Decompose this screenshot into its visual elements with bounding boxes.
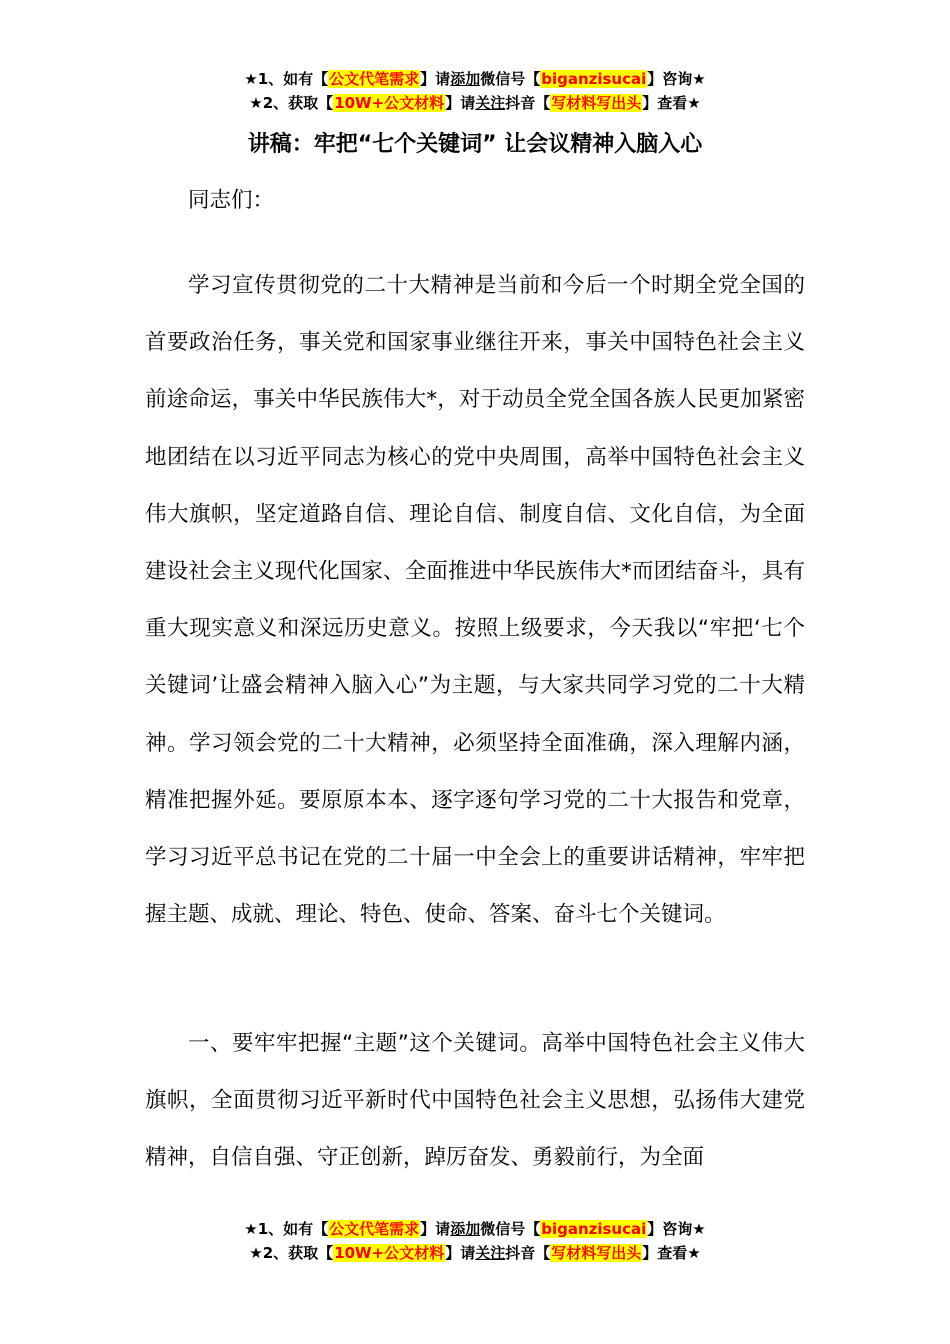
banner-line-2 [0,91,950,115]
salutation-text: 同志们： [188,188,275,213]
banner-text: 微信号【 [480,70,541,88]
paragraph-1 [145,257,805,943]
banner-text: ★1、如有【 [244,1220,329,1238]
banner-text: 】查看★ [642,1244,701,1262]
highlight-text: 公文代笔需求 [329,70,420,88]
douyin-id: 写材料写出头 [551,94,642,112]
banner-text: 抖音【 [505,94,551,112]
banner-text: 】咨询★ [647,70,706,88]
banner-text: 】请 [445,94,476,112]
underlined-text: 添加 [450,1220,481,1238]
banner-text: 】请 [420,1220,451,1238]
banner-text: 】请 [420,70,451,88]
banner-text: 】请 [445,1244,476,1262]
highlight-text: 10W+公文材料 [334,94,445,112]
highlight-text: 10W+公文材料 [334,1244,445,1262]
underlined-text: 添加 [450,70,481,88]
wechat-id: biganzisucai [541,70,647,88]
banner-text: 抖音【 [505,1244,551,1262]
paragraph-2 [145,1015,805,1187]
banner-text: 】咨询★ [647,1220,706,1238]
banner-text: ★1、如有【 [244,70,329,88]
douyin-id: 写材料写出头 [551,1244,642,1262]
banner-text: ★2、获取【 [249,1244,334,1262]
paragraph-text: 学习宣传贯彻党的二十大精神是当前和今后一个时期全党全国的首要政治任务，事关党和国家事业继往开来，事关中国特色社会主义前途命运，事关中华民族伟大*，对于动员全党全国各族人民更加紧密地团结在以习近平同志为核心的党中央周围，高举中国特色社会主义伟大旗帜，坚定道路自信、理论自信、制度自信、文化自信，为全面建设社会主义现代化国家、全面推进中华民族伟大*而团结奋斗，具有重大现实意义和深远历史意义。按照上级要求，今天我以“牢把‘七个关键词’让盛会精神入脑入心”为主题，与大家共同学习党的二十大精神。学习领会党的二十大精神，必须坚持全面准确，深入理解内涵，精准把握外延。要原原本本、逐字逐句学习党的二十大报告和党章，学习习近平总书记在党的二十届一中全会上的重要讲话精神，牢牢把握主题、成就、理论、特色、使命、答案、奋斗七个关键词。 [145,273,805,928]
banner-text: 微信号【 [480,1220,541,1238]
salutation [145,172,805,229]
underlined-text: 关注 [475,94,506,112]
banner-line-2 [0,1241,950,1265]
banner-text: ★2、获取【 [249,94,334,112]
footer-banner [0,1217,950,1265]
banner-line-1 [0,67,950,91]
paragraph-text: 一、要牢牢把握“主题”这个关键词。高举中国特色社会主义伟大旗帜，全面贯彻习近平新时代中国特色社会主义思想，弘扬伟大建党精神，自信自强、守正创新，踔厉奋发、勇毅前行，为全面 [145,1031,805,1171]
banner-line-1 [0,1217,950,1241]
underlined-text: 关注 [475,1244,506,1262]
header-banner [0,67,950,115]
highlight-text: 公文代笔需求 [329,1220,420,1238]
document-title: 讲稿：牢把“七个关键词” 让会议精神入脑入心 [247,132,703,157]
banner-text: 】查看★ [642,94,701,112]
wechat-id: biganzisucai [541,1220,647,1238]
